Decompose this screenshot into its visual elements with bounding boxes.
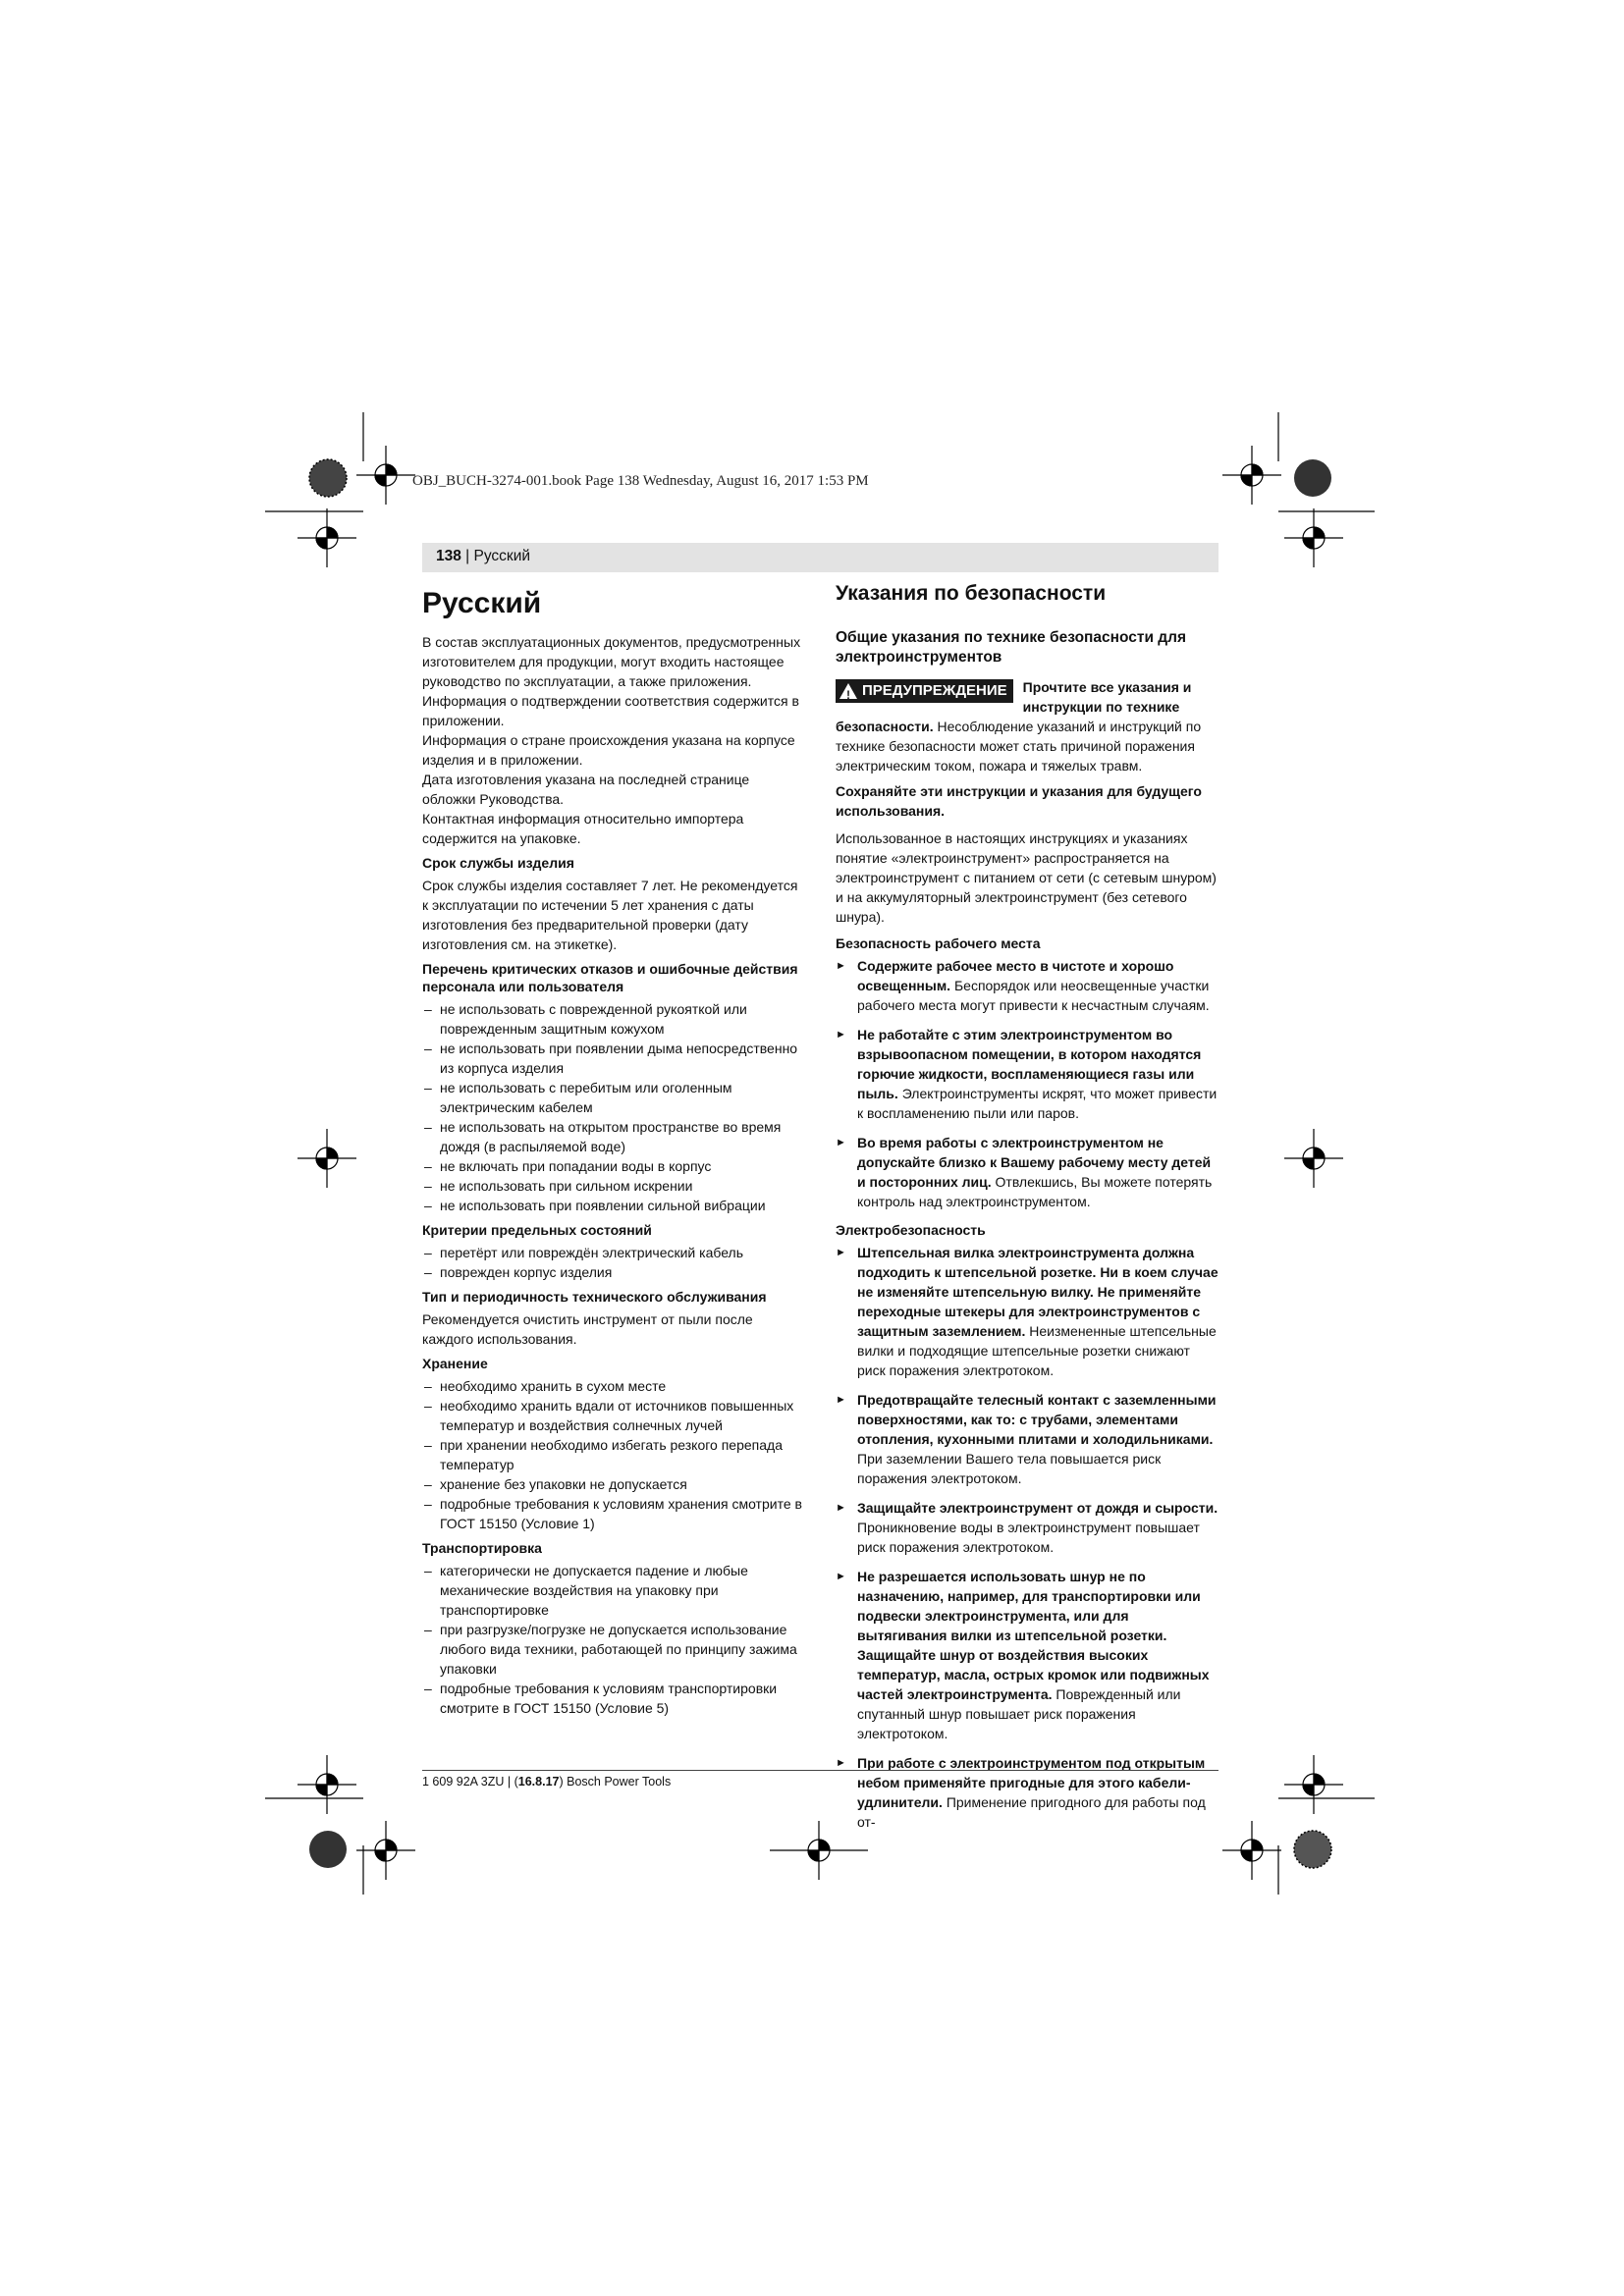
- workplace-heading: Безопасность рабочего места: [836, 935, 1041, 951]
- item-text: Применение пригодного для работы под от-: [857, 1794, 1206, 1830]
- failures-heading: Перечень критических отказов и ошибочные действия персонала или пользователя: [422, 961, 798, 994]
- list-item: – необходимо хранить в сухом месте: [422, 1376, 805, 1396]
- list-item: [836, 1753, 1218, 1832]
- intro-paragraph: В состав эксплуатационных документов, предусмотренных изготовителем для продукции, могут входить настоящее руководство по эксплуатации, а также приложения. Информация о подтверждении соответствия содержится в приложении.: [422, 634, 801, 728]
- left-column: [422, 587, 805, 1722]
- list-item: – при хранении необходимо избегать резкого перепада температур: [422, 1435, 805, 1474]
- maintenance-heading: Тип и периодичность технического обслуживания: [422, 1289, 767, 1305]
- warning-badge: [836, 679, 1013, 703]
- list-item: – необходимо хранить вдали от источников повышенных температур и воздействия солнечных лучей: [422, 1396, 805, 1435]
- warning-label: ПРЕДУПРЕЖДЕНИЕ: [862, 682, 1007, 699]
- radial-target-mark: [1294, 1831, 1331, 1868]
- electrical-heading: Электробезопасность: [836, 1222, 986, 1238]
- crosshair-mark: [1284, 1755, 1343, 1814]
- radial-target-mark: [1294, 459, 1331, 497]
- service-life-heading: Срок службы изделия: [422, 855, 574, 871]
- item-bold: Предотвращайте телесный контакт с заземленными поверхностями, как то: с трубами, элементами отопления, кухонными плитами и холодильниками.: [857, 1392, 1217, 1447]
- page-header-band: [422, 543, 1218, 572]
- page-footer: 1 609 92A 3ZU | (16.8.17) Bosch Power Tools: [422, 1775, 672, 1789]
- warning-bold-text: Прочтите все указания и инструкции по технике безопасности.: [836, 679, 1192, 734]
- footer-code: 1 609 92A 3ZU: [422, 1775, 505, 1789]
- footer-date: 16.8.17: [517, 1775, 560, 1789]
- crosshair-mark: [1284, 508, 1343, 567]
- crosshair-mark: [1222, 446, 1281, 505]
- warning-paragraph: [836, 677, 1218, 775]
- item-text: Отвлекшись, Вы можете потерять контроль над электроинструментом.: [857, 1174, 1213, 1209]
- service-life-text: Срок службы изделия составляет 7 лет. Не рекомендуется к эксплуатации по истечении 5 лет хранения с даты изготовления без предварительной проверки (дату изготовления см. на этикетке).: [422, 878, 798, 952]
- print-info-line: OBJ_BUCH-3274-001.book Page 138 Wednesday, August 16, 2017 1:53 PM: [412, 473, 869, 489]
- intro-paragraph: Дата изготовления указана на последней странице обложки Руководства.: [422, 772, 750, 807]
- workplace-list: [836, 956, 1218, 1211]
- item-text: Беспорядок или неосвещенные участки рабочего места могут привести к несчастным случаям.: [857, 978, 1210, 1013]
- item-text: Электроинструменты искрят, что может привести к воспламенению пыли или паров.: [857, 1086, 1218, 1121]
- item-bold: Не работайте с этим электроинструментом во взрывоопасном помещении, в котором находятся горючие жидкости, воспламеняющиеся газы или пыль.: [857, 1027, 1202, 1101]
- crosshair-mark: [298, 508, 356, 567]
- failures-list: [422, 999, 805, 1215]
- intro-paragraph: Контактная информация относительно импортера содержится на упаковке.: [422, 811, 744, 846]
- maintenance-text: Рекомендуется очистить инструмент от пыли после каждого использования.: [422, 1311, 753, 1347]
- list-item: – не использовать с перебитым или оголенным электрическим кабелем: [422, 1078, 805, 1117]
- keep-instructions: Сохраняйте эти инструкции и указания для будущего использования.: [836, 783, 1202, 819]
- transport-list: [422, 1561, 805, 1718]
- list-item: – не использовать с поврежденной рукояткой или поврежденным защитным кожухом: [422, 999, 805, 1039]
- item-bold: Не разрешается использовать шнур не по назначению, например, для транспортировки или подвески электроинструмента, или для вытягивания вилки из штепсельной розетки. Защищайте шнур от воздействия высоких температур, масла, острых кромок или подвижных частей электроинструмента.: [857, 1569, 1210, 1702]
- list-item: [836, 1133, 1218, 1211]
- list-item: – подробные требования к условиям хранения смотрите в ГОСТ 15150 (Условие 1): [422, 1494, 805, 1533]
- header-section: Русский: [473, 548, 531, 564]
- footer-brand: Bosch Power Tools: [567, 1775, 672, 1789]
- storage-list: [422, 1376, 805, 1533]
- crosshair-mark: [356, 1821, 415, 1880]
- crosshair-mark: [298, 1755, 356, 1814]
- list-item: – не включать при попадании воды в корпус: [422, 1156, 805, 1176]
- crosshair-mark: [1222, 1821, 1281, 1880]
- radial-target-mark: [309, 1831, 347, 1868]
- list-item: [836, 1243, 1218, 1380]
- crosshair-mark: [1284, 1129, 1343, 1188]
- footer-rule: [422, 1770, 1218, 1771]
- list-item: – не использовать при сильном искрении: [422, 1176, 805, 1196]
- radial-target-mark: [309, 459, 347, 497]
- page-header: 138 | Русский: [436, 548, 531, 564]
- item-bold: Штепсельная вилка электроинструмента должна подходить к штепсельной розетке. Ни в коем случае не изменяйте штепсельную вилку. Не применяйте переходные штекеры для электроинструментов с защитным заземлением.: [857, 1245, 1218, 1339]
- crosshair-mark: [298, 1129, 356, 1188]
- item-bold: Во время работы с электроинструментом не допускайте близко к Вашему рабочему месту детей и посторонних лиц.: [857, 1135, 1212, 1190]
- list-item: [836, 1498, 1218, 1557]
- list-item: [836, 956, 1218, 1015]
- list-item: – не использовать при появлении дыма непосредственно из корпуса изделия: [422, 1039, 805, 1078]
- warning-text: Несоблюдение указаний и инструкций по технике безопасности может стать причиной поражения электрическим током, пожара и тяжелых травм.: [836, 719, 1202, 774]
- list-item: – хранение без упаковки не допускается: [422, 1474, 805, 1494]
- list-item: – при разгрузке/погрузке не допускается использование любого вида техники, работающей по принципу зажима упаковки: [422, 1620, 805, 1679]
- limit-states-heading: Критерии предельных состояний: [422, 1222, 652, 1238]
- item-bold: Защищайте электроинструмент от дождя и сырости.: [857, 1500, 1218, 1516]
- list-item: – перетёрт или повреждён электрический кабель: [422, 1243, 805, 1262]
- definition-text: Использованное в настоящих инструкциях и указаниях понятие «электроинструмент» распространяется на электроинструмент с питанием от сети (с сетевым шнуром) и на аккумуляторный электроинструмент (без сетевого шнура).: [836, 830, 1217, 925]
- crosshair-mark: [356, 446, 415, 505]
- list-item: [836, 1025, 1218, 1123]
- list-item: – подробные требования к условиям транспортировки смотрите в ГОСТ 15150 (Условие 5): [422, 1679, 805, 1718]
- page-title: Русский: [422, 587, 542, 619]
- list-item: [836, 1567, 1218, 1743]
- electrical-list: [836, 1243, 1218, 1832]
- item-text: Неизмененные штепсельные вилки и подходящие штепсельные розетки снижают риск поражения электротоком.: [857, 1323, 1217, 1378]
- item-text: Проникновение воды в электроинструмент повышает риск поражения электротоком.: [857, 1520, 1200, 1555]
- right-column: [836, 581, 1218, 1842]
- safety-title: Указания по безопасности: [836, 582, 1107, 605]
- item-text: При заземлении Вашего тела повышается риск поражения электротоком.: [857, 1451, 1162, 1486]
- list-item: – не использовать при появлении сильной вибрации: [422, 1196, 805, 1215]
- transport-heading: Транспортировка: [422, 1540, 542, 1556]
- list-item: – категорически не допускается падение и любые механические воздействия на упаковку при транспортировке: [422, 1561, 805, 1620]
- item-bold: При работе с электроинструментом под открытым небом применяйте пригодные для этого кабели-удлинители.: [857, 1755, 1206, 1810]
- list-item: – не использовать на открытом пространстве во время дождя (в распыляемой воде): [422, 1117, 805, 1156]
- safety-subtitle: Общие указания по технике безопасности для электроинструментов: [836, 629, 1187, 666]
- list-item: – поврежден корпус изделия: [422, 1262, 805, 1282]
- storage-heading: Хранение: [422, 1356, 488, 1371]
- warning-triangle-icon: !: [839, 683, 857, 699]
- page-number: 138: [436, 548, 461, 564]
- item-bold: Содержите рабочее место в чистоте и хорошо освещенным.: [857, 958, 1174, 993]
- item-text: Поврежденный или спутанный шнур повышает риск поражения электротоком.: [857, 1686, 1181, 1741]
- intro-paragraph: Информация о стране происхождения указана на корпусе изделия и в приложении.: [422, 732, 795, 768]
- list-item: [836, 1390, 1218, 1488]
- limit-states-list: [422, 1243, 805, 1282]
